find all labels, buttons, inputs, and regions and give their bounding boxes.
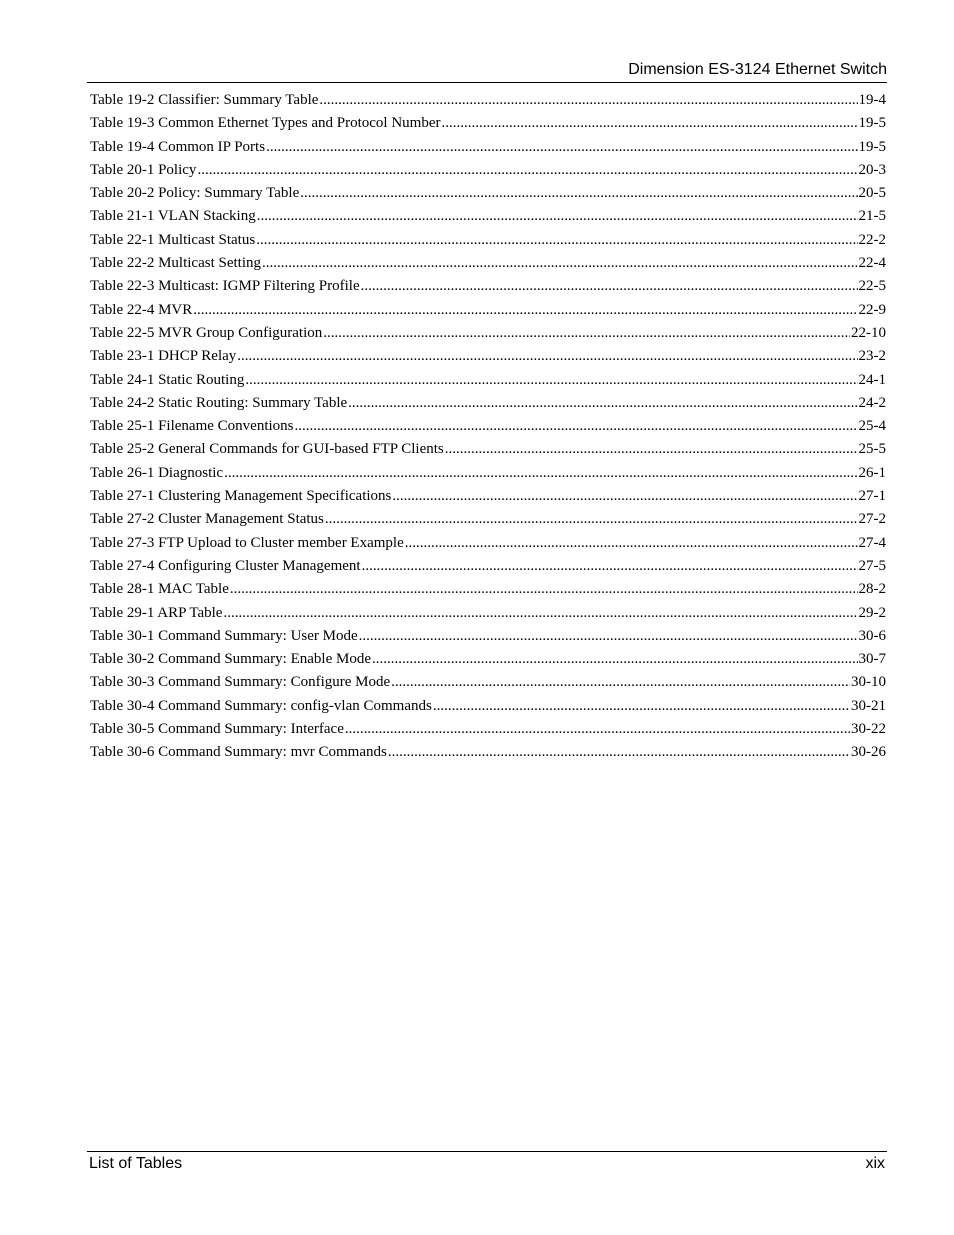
toc-entry-label: Table 19-2 Classifier: Summary Table: [90, 92, 319, 108]
toc-entry[interactable]: [90, 696, 886, 719]
toc-entry-page: 24-2: [858, 394, 886, 411]
toc-dot-leader: [245, 370, 857, 390]
toc-dot-leader: [391, 672, 850, 692]
toc-dot-leader: [257, 206, 858, 226]
toc-entry[interactable]: [90, 533, 886, 556]
footer-section-title: List of Tables: [89, 1155, 183, 1172]
toc-dot-leader: [193, 300, 857, 320]
toc-entry-label: Table 30-2 Command Summary: Enable Mode: [90, 651, 371, 668]
toc-entry-page: 27-2: [858, 511, 886, 528]
toc-entry-label: Table 30-1 Command Summary: User Mode: [90, 627, 358, 644]
toc-entry-label: Table 25-1 Filename Conventions: [90, 418, 294, 435]
toc-entry-label: Table 30-6 Command Summary: mvr Commands: [90, 744, 387, 761]
toc-entry-label: Table 22-4 MVR: [90, 301, 193, 318]
toc-entry[interactable]: [90, 323, 886, 346]
toc-entry-label: Table 27-3 FTP Upload to Cluster member Example: [90, 534, 404, 551]
toc-dot-leader: [372, 649, 858, 669]
toc-entry[interactable]: [90, 253, 886, 276]
toc-entry-page: 26-1: [858, 464, 886, 481]
toc-entry-page: 23-2: [858, 348, 886, 365]
toc-entry-label: Table 25-2 General Commands for GUI-based FTP Clients: [90, 441, 444, 458]
toc-entry-page: 22-2: [858, 231, 886, 248]
toc-dot-leader: [323, 323, 850, 343]
toc-entry[interactable]: [90, 579, 886, 602]
toc-entry-page: 22-5: [858, 278, 886, 295]
toc-entry[interactable]: [90, 183, 886, 206]
toc-entry-label: Table 27-2 Cluster Management Status: [90, 511, 324, 528]
toc-entry-page: 27-5: [858, 557, 886, 574]
toc-entry-page: 20-5: [858, 185, 886, 202]
toc-entry-label: Table 23-1 DHCP Relay: [90, 348, 237, 365]
document-title: Dimension ES-3124 Ethernet Switch: [628, 61, 887, 78]
toc-entry[interactable]: [90, 672, 886, 695]
toc-entry-label: Table 19-4 Common IP Ports: [90, 138, 266, 155]
toc-dot-leader: [348, 393, 857, 413]
toc-dot-leader: [345, 719, 850, 739]
toc-entry[interactable]: [90, 370, 886, 393]
table-of-contents: [90, 90, 886, 766]
toc-dot-leader: [441, 113, 857, 133]
toc-entry-label: Table 30-4 Command Summary: config-vlan Commands: [90, 697, 432, 714]
toc-entry-page: 19-4: [858, 92, 886, 108]
toc-entry[interactable]: [90, 206, 886, 229]
toc-entry[interactable]: [90, 160, 886, 183]
toc-dot-leader: [224, 463, 857, 483]
toc-dot-leader: [445, 439, 858, 459]
toc-entry-page: 30-7: [858, 651, 886, 668]
footer-page-number: xix: [865, 1155, 885, 1172]
toc-entry-page: 27-1: [858, 488, 886, 505]
toc-entry-page: 30-26: [851, 744, 886, 761]
toc-entry[interactable]: [90, 137, 886, 160]
toc-entry[interactable]: [90, 649, 886, 672]
toc-entry[interactable]: [90, 113, 886, 136]
toc-entry-page: 30-22: [851, 721, 886, 738]
toc-dot-leader: [392, 486, 857, 506]
toc-entry-label: Table 28-1 MAC Table: [90, 581, 229, 598]
toc-entry-page: 30-6: [858, 627, 886, 644]
toc-dot-leader: [319, 90, 857, 110]
toc-entry[interactable]: [90, 719, 886, 742]
toc-entry-page: 19-5: [858, 138, 886, 155]
toc-dot-leader: [237, 346, 857, 366]
toc-dot-leader: [230, 579, 858, 599]
toc-entry[interactable]: [90, 509, 886, 532]
toc-dot-leader: [405, 533, 858, 553]
toc-dot-leader: [295, 416, 858, 436]
toc-entry[interactable]: [90, 556, 886, 579]
toc-dot-leader: [300, 183, 857, 203]
toc-entry-label: Table 20-2 Policy: Summary Table: [90, 185, 300, 202]
toc-entry-page: 20-3: [858, 161, 886, 178]
toc-entry[interactable]: [90, 626, 886, 649]
toc-entry-label: Table 20-1 Policy: [90, 161, 197, 178]
toc-entry[interactable]: [90, 603, 886, 626]
toc-entry-label: Table 24-1 Static Routing: [90, 371, 245, 388]
toc-dot-leader: [362, 556, 858, 576]
toc-entry-label: Table 29-1 ARP Table: [90, 604, 223, 621]
toc-entry-page: 28-2: [858, 581, 886, 598]
toc-entry-label: Table 22-1 Multicast Status: [90, 231, 256, 248]
toc-entry-label: Table 22-2 Multicast Setting: [90, 255, 262, 272]
toc-entry-page: 27-4: [858, 534, 886, 551]
toc-entry-page: 30-10: [851, 674, 886, 691]
toc-dot-leader: [262, 253, 857, 273]
toc-entry-page: 25-4: [858, 418, 886, 435]
toc-entry-label: Table 26-1 Diagnostic: [90, 464, 224, 481]
toc-entry-page: 19-5: [858, 115, 886, 132]
toc-dot-leader: [359, 626, 858, 646]
toc-entry[interactable]: [90, 300, 886, 323]
toc-dot-leader: [388, 742, 850, 762]
toc-entry-label: Table 30-5 Command Summary: Interface: [90, 721, 344, 738]
toc-entry-label: Table 27-4 Configuring Cluster Management: [90, 557, 361, 574]
toc-entry[interactable]: [90, 486, 886, 509]
toc-dot-leader: [197, 160, 857, 180]
toc-dot-leader: [266, 137, 857, 157]
toc-entry-label: Table 21-1 VLAN Stacking: [90, 208, 256, 225]
toc-entry-label: Table 27-1 Clustering Management Specifications: [90, 488, 392, 505]
page-footer: [87, 1151, 887, 1176]
toc-dot-leader: [325, 509, 858, 529]
toc-entry-label: Table 24-2 Static Routing: Summary Table: [90, 394, 348, 411]
toc-dot-leader: [361, 276, 858, 296]
toc-entry-page: 29-2: [858, 604, 886, 621]
toc-entry[interactable]: [90, 276, 886, 299]
toc-entry-label: Table 22-3 Multicast: IGMP Filtering Profile: [90, 278, 360, 295]
page-header: [87, 58, 887, 83]
toc-entry-label: Table 22-5 MVR Group Configuration: [90, 324, 323, 341]
toc-entry[interactable]: [90, 463, 886, 486]
toc-entry[interactable]: [90, 90, 886, 113]
toc-entry-page: 22-10: [851, 324, 886, 341]
toc-entry[interactable]: [90, 393, 886, 416]
toc-dot-leader: [223, 603, 857, 623]
toc-entry-label: Table 30-3 Command Summary: Configure Mode: [90, 674, 391, 691]
toc-entry[interactable]: [90, 742, 886, 765]
toc-entry[interactable]: [90, 346, 886, 369]
toc-entry-page: 22-9: [858, 301, 886, 318]
toc-entry-page: 21-5: [858, 208, 886, 225]
toc-dot-leader: [256, 230, 857, 250]
toc-entry-page: 24-1: [858, 371, 886, 388]
toc-entry-page: 30-21: [851, 697, 886, 714]
toc-entry[interactable]: [90, 439, 886, 462]
toc-entry-label: Table 19-3 Common Ethernet Types and Protocol Number: [90, 115, 441, 132]
toc-entry[interactable]: [90, 416, 886, 439]
toc-entry[interactable]: [90, 230, 886, 253]
toc-entry-page: 25-5: [858, 441, 886, 458]
toc-dot-leader: [433, 696, 850, 716]
toc-entry-page: 22-4: [858, 255, 886, 272]
